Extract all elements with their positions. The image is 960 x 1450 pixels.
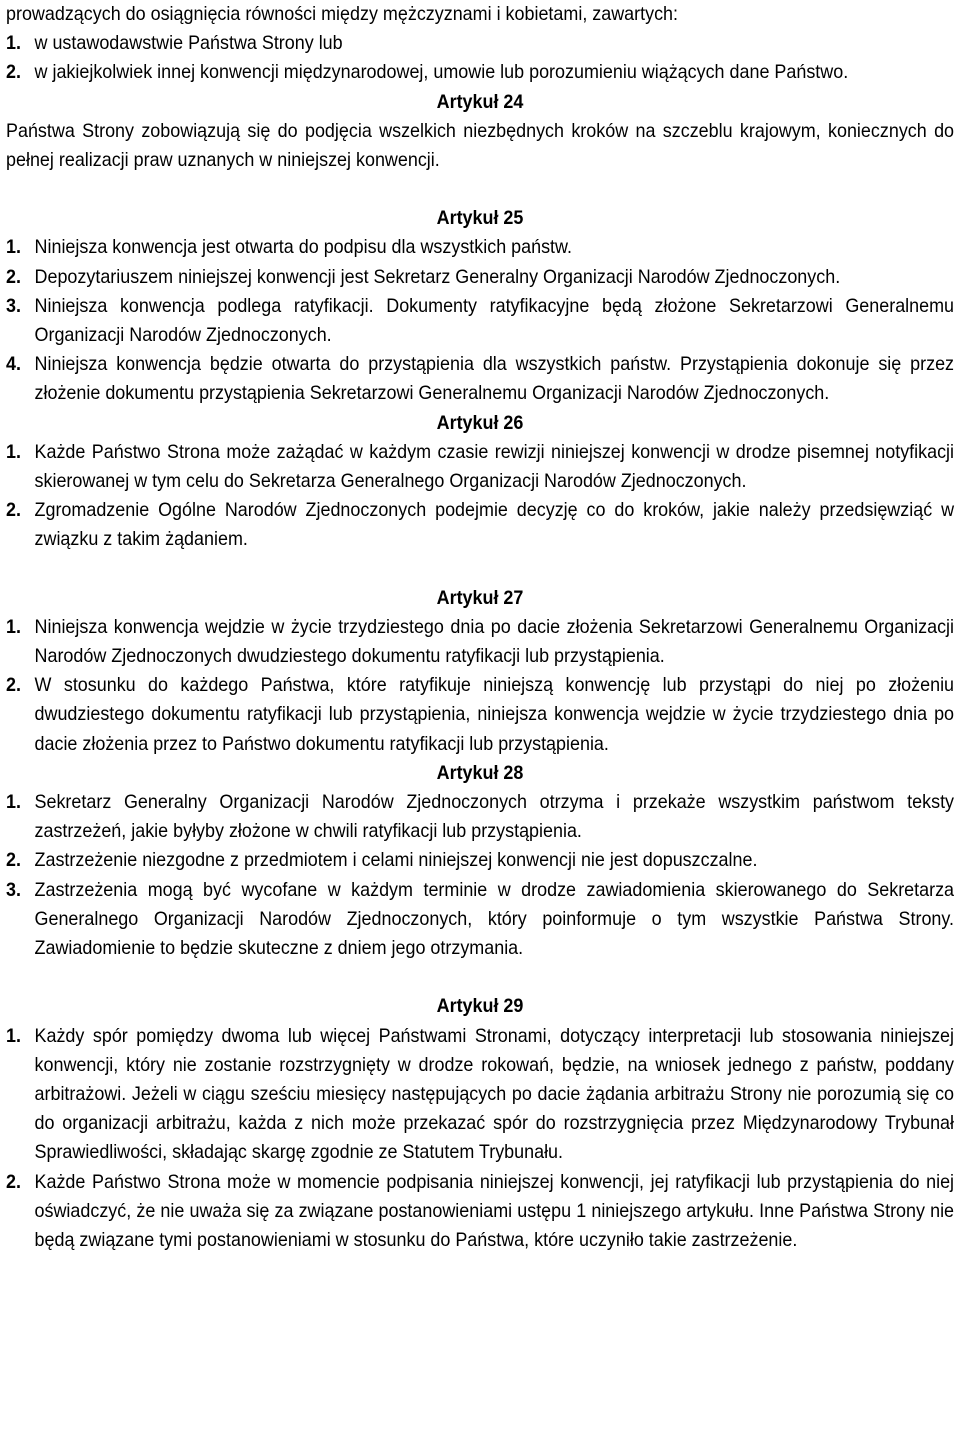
article-26-item-1-number: 1. (6, 440, 21, 463)
article-25-item-3-number: 3. (6, 294, 21, 317)
article-29-item-2-number: 2. (6, 1170, 21, 1193)
document-body (6, 0, 954, 1255)
article-27-heading: Artykuł 27 (436, 586, 524, 609)
article-27-item-1-number: 1. (6, 615, 21, 638)
article-29-item-1-text: Każdy spór pomiędzy dwoma lub więcej Państwami Stronami, dotyczący interpretacji lub stosowania niniejszej konwencji, który nie zostanie rozstrzygnięty w drodze rokowań, będzie, na wniosek jednego z państw, poddany arbitrażowi. Jeżeli w ciągu sześciu miesięcy następujących po dacie żądania arbitrażu Strony nie porozumią się co do organizacji arbitrażu, każda z nich może przekazać spór do rozstrzygnięcia przez Międzynarodowy Trybunał Sprawiedliwości, składając skargę zgodnie ze Statutem Trybunału. (34, 1024, 955, 1164)
spacer (6, 555, 954, 584)
article-26-item-1-text: Każde Państwo Strona może zażądać w każdym czasie rewizji niniejszej konwencji w drodze pisemnej notyfikacji skierowanej w tym celu do Sekretarza Generalnego Organizacji Narodów Zjednoczonych. (34, 440, 955, 493)
intro-item-1-text: w ustawodawstwie Państwa Strony lub (34, 32, 343, 55)
article-28-item-1-number: 1. (6, 791, 21, 814)
article-28-item-3-text: Zastrzeżenia mogą być wycofane w każdym terminie w drodze zawiadomienia skierowanego do Sekretarza Generalnego Organizacji Narodów Zjednoczonych, który poinformuje o tym wszystkie Państwa Strony. Zawiadomienie to będzie skuteczne z dniem jego otrzymania. (34, 878, 955, 960)
article-28-item-3 (6, 876, 954, 964)
article-28-item-1-text: Sekretarz Generalny Organizacji Narodów Zjednoczonych otrzyma i przekaże wszystkim państwom teksty zastrzeżeń, jakie byłyby złożone w chwili ratyfikacji lub przystąpienia. (34, 791, 955, 843)
article-29-heading: Artykuł 29 (436, 995, 524, 1018)
article-25-heading: Artykuł 25 (436, 207, 524, 230)
article-28-item-2-text: Zastrzeżenie niezgodne z przedmiotem i celami niniejszej konwencji nie jest dopuszczalne. (34, 849, 758, 872)
spacer (6, 963, 954, 992)
article-25-item-4 (6, 350, 954, 408)
article-25-item-2 (6, 263, 954, 292)
article-29-item-1-number: 1. (6, 1024, 21, 1047)
article-26-item-2-text: Zgromadzenie Ogólne Narodów Zjednoczonych podejmie decyzję co do kroków, jakie należy przedsięwziąć w związku z takim żądaniem. (34, 499, 955, 551)
article-28-heading: Artykuł 28 (436, 761, 524, 784)
article-24-text: Państwa Strony zobowiązują się do podjęcia wszelkich niezbędnych kroków na szczeblu krajowym, koniecznych do pełnej realizacji praw uznanych w niniejszej konwencji. (6, 119, 955, 172)
article-24-heading: Artykuł 24 (436, 90, 524, 113)
intro-item-2-text: w jakiejkolwiek innej konwencji międzynarodowej, umowie lub porozumieniu wiążących dane Państwo. (34, 61, 849, 84)
article-27-item-1-text: Niniejsza konwencja wejdzie w życie trzydziestego dnia po dacie złożenia Sekretarzowi Generalnemu Organizacji Narodów Zjednoczonych dwudziestego dokumentu ratyfikacji lub przystąpienia. (34, 615, 955, 668)
article-25-item-1-number: 1. (6, 236, 21, 259)
intro-item-1 (6, 29, 954, 58)
intro-continuation: prowadzących do osiągnięcia równości między mężczyznami i kobietami, zawartych: (6, 3, 679, 25)
article-27-item-2-text: W stosunku do każdego Państwa, które ratyfikuje niniejszą konwencję lub przystąpi do niej po złożeniu dwudziestego dokumentu ratyfikacji lub przystąpienia, niniejsza konwencja wejdzie w życie trzydziestego dnia po dacie złożenia przez to Państwo dokumentu ratyfikacji lub przystąpienia. (34, 674, 955, 755)
article-29-item-2 (6, 1168, 954, 1256)
article-25-item-2-text: Depozytariuszem niniejszej konwencji jest Sekretarz Generalny Organizacji Narodów Zjednoczonych. (34, 265, 841, 288)
article-25-item-1 (6, 233, 954, 262)
article-27-item-1 (6, 613, 954, 671)
article-27-item-2 (6, 671, 954, 759)
article-25-item-1-text: Niniejsza konwencja jest otwarta do podpisu dla wszystkich państw. (34, 236, 573, 259)
intro-item-2-number: 2. (6, 61, 21, 84)
spacer (6, 175, 954, 204)
article-25-item-4-number: 4. (6, 353, 21, 376)
article-28-item-1 (6, 788, 954, 846)
article-26-item-1 (6, 438, 954, 496)
article-26-heading: Artykuł 26 (436, 411, 524, 434)
article-26-item-2 (6, 496, 954, 554)
article-29-item-2-text: Każde Państwo Strona może w momencie podpisania niniejszej konwencji, jej ratyfikacji lub przystąpienia do niej oświadczyć, że nie uważa się za związane postanowieniami ustępu 1 niniejszego artykułu. Inne Państwa Strony nie będą związane tymi postanowieniami w stosunku do Państwa, które uczyniło takie zastrzeżenie. (34, 1170, 955, 1251)
article-29-item-1 (6, 1022, 954, 1168)
article-28-item-2 (6, 846, 954, 875)
intro-item-1-number: 1. (6, 32, 21, 55)
article-25-item-3 (6, 292, 954, 350)
article-25-item-2-number: 2. (6, 265, 21, 288)
intro-item-2 (6, 58, 954, 87)
article-25-item-4-text: Niniejsza konwencja będzie otwarta do przystąpienia dla wszystkich państw. Przystąpienia dokonuje się przez złożenie dokumentu przystąpienia Sekretarzowi Generalnemu Organizacji Narodów Zjednoczonych. (34, 353, 955, 405)
article-25-item-3-text: Niniejsza konwencja podlega ratyfikacji. Dokumenty ratyfikacyjne będą złożone Sekretarzowi Generalnemu Organizacji Narodów Zjednoczonych. (34, 294, 955, 347)
article-26-item-2-number: 2. (6, 499, 21, 522)
article-28-item-3-number: 3. (6, 878, 21, 901)
article-27-item-2-number: 2. (6, 674, 21, 697)
article-28-item-2-number: 2. (6, 849, 21, 872)
